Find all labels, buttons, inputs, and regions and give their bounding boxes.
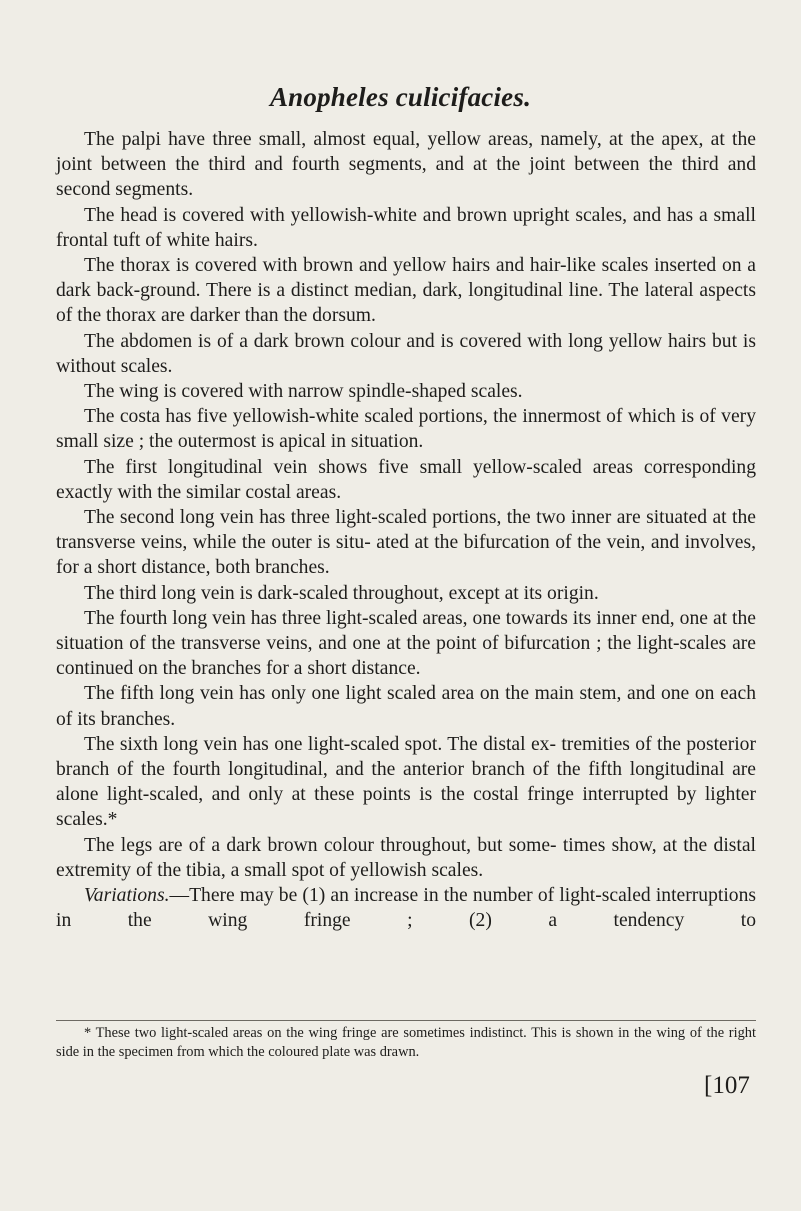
paragraph-costa: The costa has five yellowish-white scaled portions, the innermost of which is of very small size ; the outermost is apical in situation. bbox=[56, 406, 756, 453]
paragraph-variations bbox=[56, 883, 756, 933]
paragraph-legs: The legs are of a dark brown colour throughout, but some- times show, at the distal extremity of the tibia, a small spot of yellowish scales. bbox=[56, 834, 756, 881]
paragraph-fifth-vein: The fifth long vein has only one light scaled area on the main stem, and one on each of its branches. bbox=[56, 683, 756, 730]
paragraph-palpi: The palpi have three small, almost equal, yellow areas, namely, at the apex, at the joint between the third and fourth segments, and at the joint between the third and second segments. bbox=[56, 129, 756, 201]
variations-text: —There may be (1) an increase in the number of light-scaled interruptions in the wing fringe ; (2) a tendency to bbox=[56, 885, 756, 932]
paragraph-head: The head is covered with yellowish-white and brown upright scales, and has a small frontal tuft of white hairs. bbox=[56, 204, 756, 251]
paragraph-thorax: The thorax is covered with brown and yellow hairs and hair-like scales inserted on a dark back-ground. There is a distinct median, dark, longitudinal line. The lateral aspects of the thorax are darker than the dorsum. bbox=[56, 255, 756, 327]
body-text bbox=[56, 127, 756, 934]
paragraph-second-vein: The second long vein has three light-scaled portions, the two inner are situated at the transverse veins, while the outer is situ- ated at the bifurcation of the vein, and involves, for a short distance, both branches. bbox=[56, 507, 756, 579]
footnote-rule bbox=[56, 1020, 756, 1021]
paragraph-first-vein: The first longitudinal vein shows five small yellow-scaled areas corresponding exactly with the similar costal areas. bbox=[56, 456, 756, 503]
page-header-title: Anopheles culicifacies. bbox=[269, 82, 532, 112]
footnote-text: * These two light-scaled areas on the wing fringe are sometimes indistinct. This is shown in the wing of the right side in the specimen from which the coloured plate was drawn. bbox=[56, 1025, 756, 1060]
page-number: [107 bbox=[704, 1072, 750, 1099]
paragraph-sixth-vein: The sixth long vein has one light-scaled spot. The distal ex- tremities of the posterior branch of the fourth longitudinal, and the anterior branch of the fifth longitudinal are alone light-scaled, and only at these points is the costal fringe interrupted by lighter scales.* bbox=[56, 733, 756, 831]
variations-label: Variations. bbox=[84, 885, 170, 907]
paragraph-abdomen: The abdomen is of a dark brown colour and is covered with long yellow hairs but is without scales. bbox=[56, 330, 756, 377]
paragraph-wing: The wing is covered with narrow spindle-shaped scales. bbox=[84, 381, 523, 403]
footnote bbox=[56, 1024, 756, 1062]
paragraph-third-vein: The third long vein is dark-scaled throughout, except at its origin. bbox=[84, 582, 599, 604]
paragraph-fourth-vein: The fourth long vein has three light-scaled areas, one towards its inner end, one at the situation of the transverse veins, and one at the point of bifurcation ; the light-scales are continued on the branches for a short distance. bbox=[56, 607, 756, 680]
